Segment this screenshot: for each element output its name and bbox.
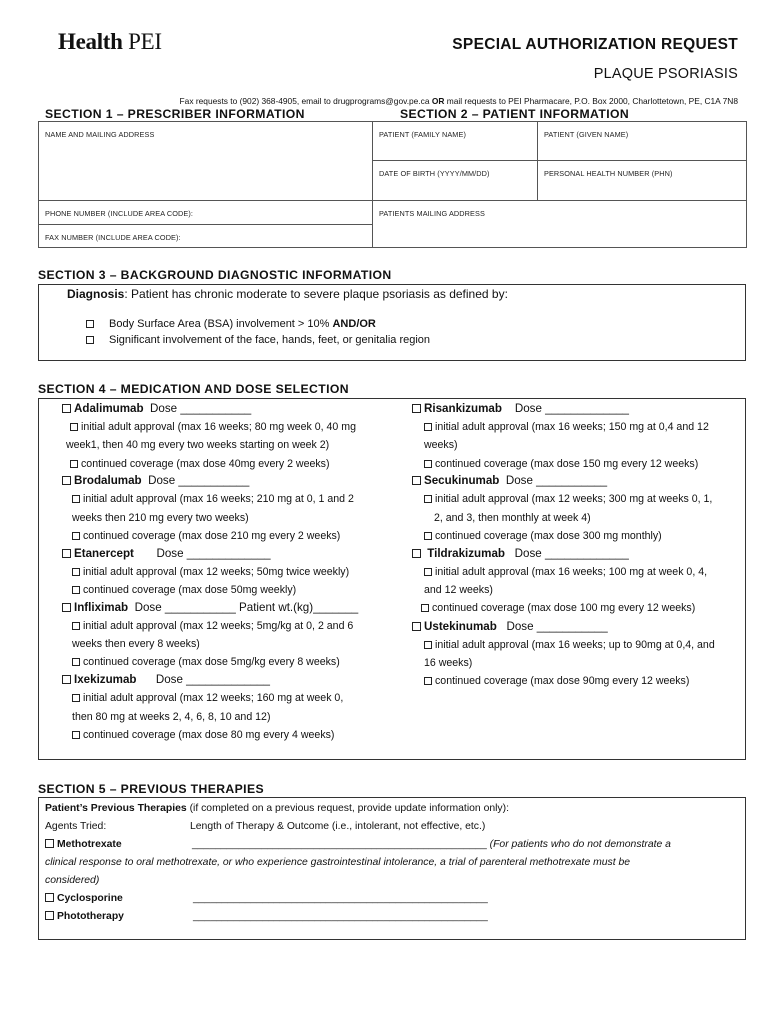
- phototherapy-line[interactable]: ___________________________________________________: [193, 911, 488, 922]
- section4-box: [38, 398, 746, 760]
- ixekizumab-initial-cont: then 80 mg at weeks 2, 4, 6, 8, 10 and 12): [72, 711, 271, 723]
- checkbox-icon[interactable]: [424, 677, 432, 685]
- secukinumab-continued[interactable]: continued coverage (max dose 300 mg monthly): [424, 530, 662, 542]
- checkbox-icon[interactable]: [412, 549, 421, 558]
- checkbox-icon[interactable]: [424, 568, 432, 576]
- checkbox-icon[interactable]: [45, 893, 54, 902]
- form-title: SPECIAL AUTHORIZATION REQUEST: [452, 36, 738, 53]
- adalimumab-option[interactable]: Adalimumab Dose ___________: [62, 402, 251, 415]
- infliximab-option[interactable]: Infliximab Dose ___________ Patient wt.(kg)_______: [62, 601, 358, 614]
- risankizumab-initial[interactable]: initial adult approval (max 16 weeks; 150 mg at 0,4 and 12: [424, 421, 709, 433]
- checkbox-icon[interactable]: [45, 911, 54, 920]
- checkbox-icon[interactable]: [62, 404, 71, 413]
- phototherapy-option[interactable]: Phototherapy: [45, 911, 124, 922]
- section5-heading: SECTION 5 – PREVIOUS THERAPIES: [38, 782, 265, 796]
- ixekizumab-option[interactable]: Ixekizumab Dose _____________: [62, 673, 270, 686]
- checkbox-icon[interactable]: [424, 641, 432, 649]
- checkbox-icon[interactable]: [86, 336, 94, 344]
- checkbox-icon[interactable]: [62, 603, 71, 612]
- tildrakizumab-initial-cont: and 12 weeks): [424, 584, 493, 596]
- logo-health-text: Health: [58, 29, 123, 54]
- checkbox-icon[interactable]: [424, 460, 432, 468]
- face-hands-option[interactable]: Significant involvement of the face, hands, feet, or genitalia region: [86, 334, 430, 346]
- checkbox-icon[interactable]: [72, 658, 80, 666]
- risankizumab-initial-cont: weeks): [424, 439, 458, 451]
- secukinumab-initial[interactable]: initial adult approval (max 12 weeks; 300 mg at weeks 0, 1,: [424, 493, 712, 505]
- methotrexate-line[interactable]: ___________________________________________________ (For patients who do not demonstrate a: [192, 839, 671, 850]
- checkbox-icon[interactable]: [424, 423, 432, 431]
- ustekinumab-option[interactable]: Ustekinumab Dose ___________: [412, 620, 608, 633]
- checkbox-icon[interactable]: [70, 460, 78, 468]
- risankizumab-continued[interactable]: continued coverage (max dose 150 mg every 12 weeks): [424, 458, 698, 470]
- checkbox-icon[interactable]: [86, 320, 94, 328]
- section3-heading: SECTION 3 – BACKGROUND DIAGNOSTIC INFORMATION: [38, 268, 392, 282]
- checkbox-icon[interactable]: [412, 476, 421, 485]
- secukinumab-initial-cont: 2, and 3, then monthly at week 4): [434, 512, 591, 524]
- brodalumab-initial[interactable]: initial adult approval (max 16 weeks; 210 mg at 0, 1 and 2: [72, 493, 354, 505]
- methotrexate-note-end: considered): [45, 875, 100, 886]
- etanercept-continued[interactable]: continued coverage (max dose 50mg weekly): [72, 584, 296, 596]
- bsa-option[interactable]: Body Surface Area (BSA) involvement > 10% AND/OR: [86, 318, 376, 330]
- adalimumab-initial-cont: week1, then 40 mg every two weeks starting on week 2): [66, 439, 330, 451]
- cyclosporine-line[interactable]: ___________________________________________________: [193, 893, 488, 904]
- prescriber-phone-field[interactable]: PHONE NUMBER (INCLUDE AREA CODE):: [38, 200, 373, 225]
- ixekizumab-initial[interactable]: initial adult approval (max 12 weeks; 160 mg at week 0,: [72, 692, 343, 704]
- phn-field[interactable]: PERSONAL HEALTH NUMBER (PHN): [537, 160, 747, 201]
- infliximab-initial[interactable]: initial adult approval (max 12 weeks; 5mg/kg at 0, 2 and 6: [72, 620, 353, 632]
- health-pei-logo: [58, 29, 162, 55]
- prescriber-name-address-field[interactable]: NAME AND MAILING ADDRESS: [38, 121, 373, 201]
- brodalumab-continued[interactable]: continued coverage (max dose 210 mg every 2 weeks): [72, 530, 340, 542]
- tildrakizumab-option[interactable]: Tildrakizumab Dose _____________: [412, 547, 629, 560]
- checkbox-icon[interactable]: [421, 604, 429, 612]
- checkbox-icon[interactable]: [412, 404, 421, 413]
- ustekinumab-continued[interactable]: continued coverage (max dose 90mg every 12 weeks): [424, 675, 689, 687]
- tildrakizumab-continued[interactable]: continued coverage (max dose 100 mg every 12 weeks): [421, 602, 695, 614]
- form-subtitle: PLAQUE PSORIASIS: [593, 66, 738, 82]
- diagnosis-text: Diagnosis: Patient has chronic moderate to severe plaque psoriasis as defined by:: [67, 287, 508, 301]
- agents-tried-label: Agents Tried:: [45, 821, 107, 832]
- checkbox-icon[interactable]: [72, 495, 80, 503]
- checkbox-icon[interactable]: [412, 622, 421, 631]
- checkbox-icon[interactable]: [72, 532, 80, 540]
- cyclosporine-option[interactable]: Cyclosporine: [45, 893, 123, 904]
- brodalumab-option[interactable]: Brodalumab Dose ___________: [62, 474, 249, 487]
- tildrakizumab-initial[interactable]: initial adult approval (max 16 weeks; 100 mg at week 0, 4,: [424, 566, 707, 578]
- secukinumab-option[interactable]: Secukinumab Dose ___________: [412, 474, 607, 487]
- prescriber-fax-field[interactable]: FAX NUMBER (INCLUDE AREA CODE):: [38, 224, 373, 248]
- adalimumab-initial[interactable]: initial adult approval (max 16 weeks; 80 mg week 0, 40 mg: [70, 421, 356, 433]
- checkbox-icon[interactable]: [72, 622, 80, 630]
- checkbox-icon[interactable]: [424, 495, 432, 503]
- checkbox-icon[interactable]: [72, 586, 80, 594]
- checkbox-icon[interactable]: [72, 568, 80, 576]
- adalimumab-continued[interactable]: continued coverage (max dose 40mg every 2 weeks): [70, 458, 330, 470]
- checkbox-icon[interactable]: [62, 476, 71, 485]
- date-of-birth-field[interactable]: DATE OF BIRTH (YYYY/MM/DD): [372, 160, 538, 201]
- etanercept-option[interactable]: Etanercept Dose _____________: [62, 547, 271, 560]
- risankizumab-option[interactable]: Risankizumab Dose _____________: [412, 402, 629, 415]
- fax-instructions: Fax requests to (902) 368-4905, email to drugprograms@gov.pe.ca OR mail requests to PEI Pharmacare, P.O. Box 2000, Charlottetown, PE, C1A 7N8: [179, 96, 738, 106]
- logo-pei-text: PEI: [128, 29, 162, 54]
- etanercept-initial[interactable]: initial adult approval (max 12 weeks; 50mg twice weekly): [72, 566, 349, 578]
- previous-therapies-text: Patient’s Previous Therapies (if completed on a previous request, provide update information only):: [45, 803, 509, 814]
- checkbox-icon[interactable]: [72, 731, 80, 739]
- ustekinumab-initial[interactable]: initial adult approval (max 16 weeks; up to 90mg at 0,4, and: [424, 639, 715, 651]
- methotrexate-note: clinical response to oral methotrexate, or who experience gastrointestinal intolerance, a trial of parenteral methotrexate must be: [45, 857, 631, 868]
- infliximab-continued[interactable]: continued coverage (max dose 5mg/kg every 8 weeks): [72, 656, 340, 668]
- patient-given-name-field[interactable]: PATIENT (GIVEN NAME): [537, 121, 747, 161]
- patient-mailing-address-field[interactable]: PATIENTS MAILING ADDRESS: [372, 200, 747, 248]
- brodalumab-initial-cont: weeks then 210 mg every two weeks): [72, 512, 249, 524]
- checkbox-icon[interactable]: [62, 675, 71, 684]
- patient-family-name-field[interactable]: PATIENT (FAMILY NAME): [372, 121, 538, 161]
- checkbox-icon[interactable]: [62, 549, 71, 558]
- length-of-therapy-label: Length of Therapy & Outcome (i.e., intolerant, not effective, etc.): [190, 821, 486, 832]
- infliximab-initial-cont: weeks then every 8 weeks): [72, 638, 200, 650]
- checkbox-icon[interactable]: [45, 839, 54, 848]
- section2-heading: SECTION 2 – PATIENT INFORMATION: [400, 107, 630, 121]
- checkbox-icon[interactable]: [424, 532, 432, 540]
- section4-heading: SECTION 4 – MEDICATION AND DOSE SELECTION: [38, 382, 349, 396]
- methotrexate-option[interactable]: Methotrexate: [45, 839, 122, 850]
- ustekinumab-initial-cont: 16 weeks): [424, 657, 473, 669]
- ixekizumab-continued[interactable]: continued coverage (max dose 80 mg every 4 weeks): [72, 729, 334, 741]
- checkbox-icon[interactable]: [70, 423, 78, 431]
- checkbox-icon[interactable]: [72, 694, 80, 702]
- section1-heading: SECTION 1 – PRESCRIBER INFORMATION: [45, 107, 305, 121]
